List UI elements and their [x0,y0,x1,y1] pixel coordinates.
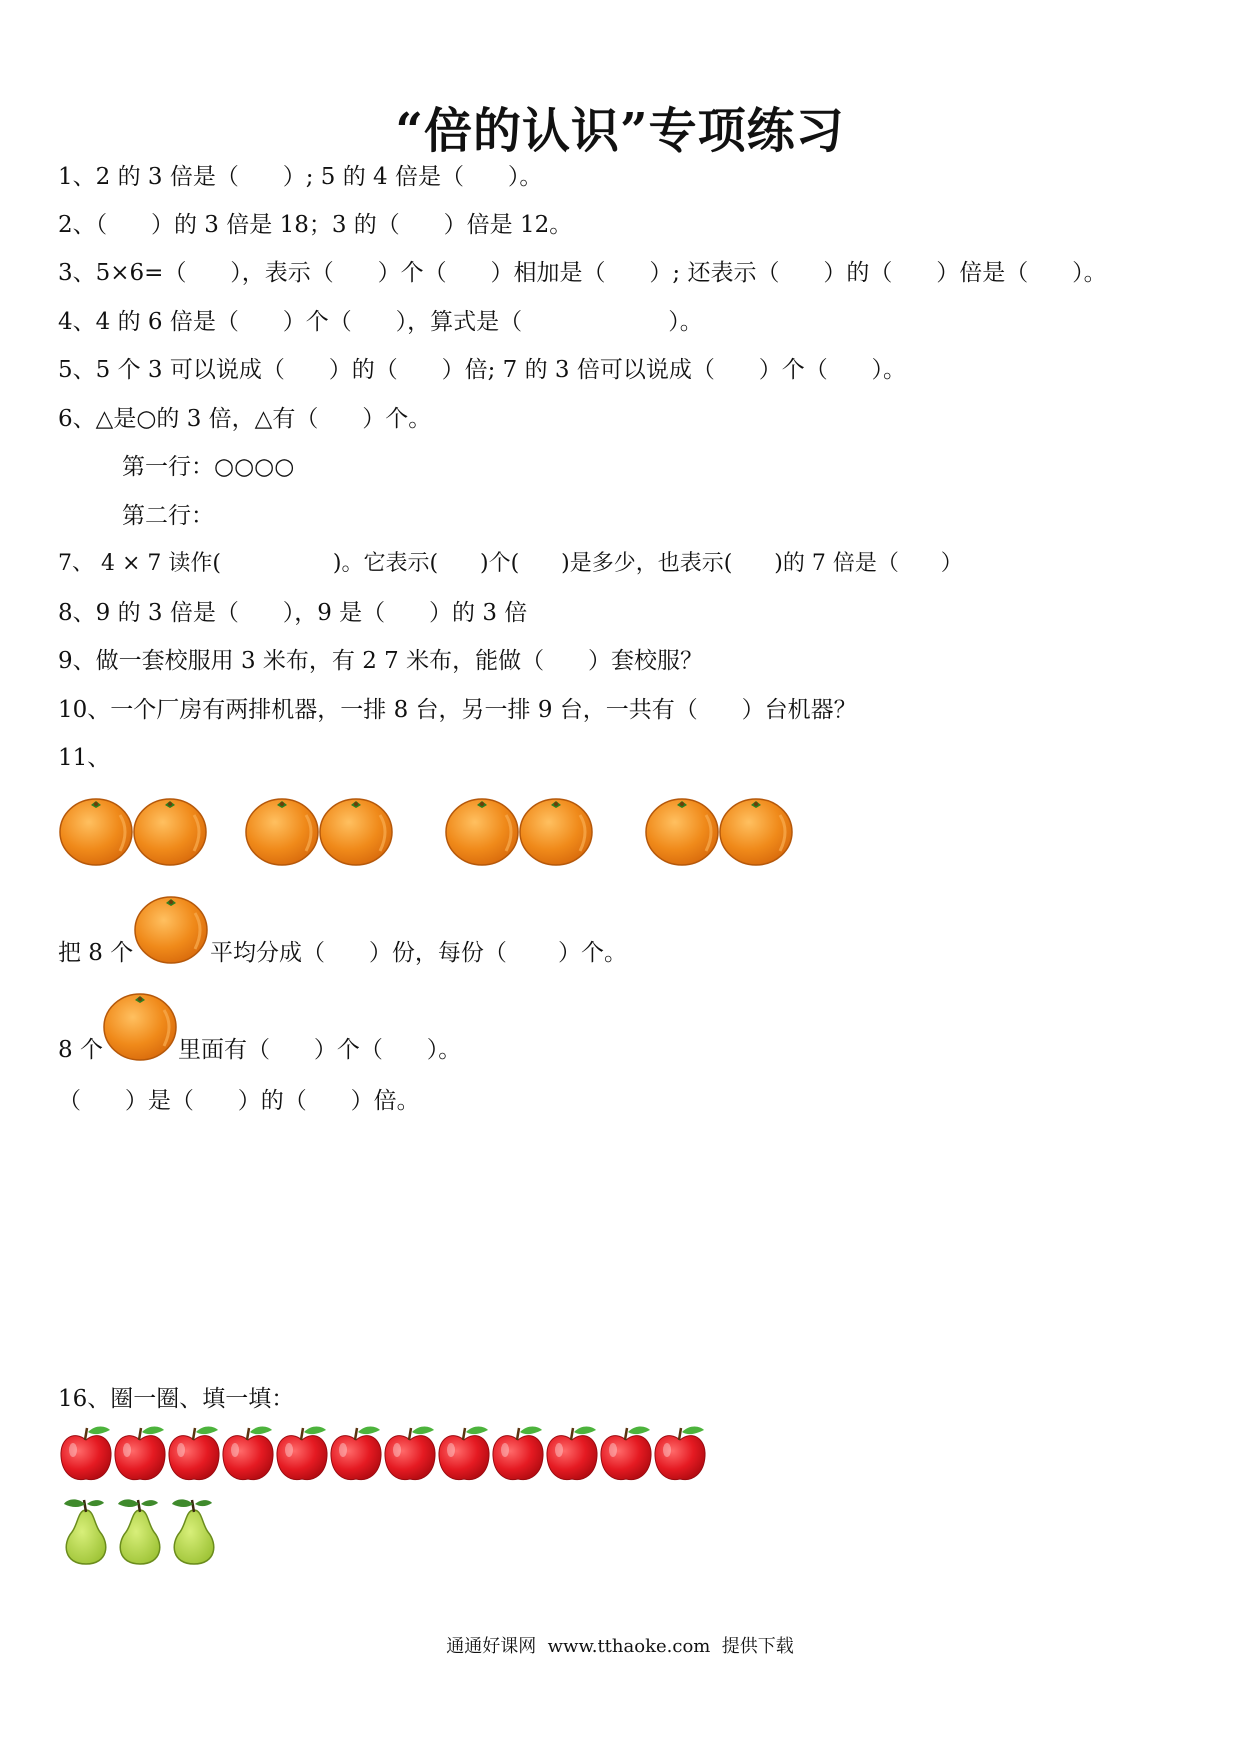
question-11-a-prefix: 把 8 个 [58,940,134,966]
apple-icon [598,1424,654,1484]
apple-icon [58,1424,114,1484]
pear-icon [112,1496,168,1568]
orange-icon [244,795,320,867]
apple-icon [652,1424,708,1484]
question-1: 1、2 的 3 倍是（ ）; 5 的 4 倍是（ ）。 [58,164,543,190]
question-11-b-prefix: 8 个 [58,1037,103,1063]
apple-row [58,1424,718,1484]
page-title: “倍的认识”专项练习 [395,103,845,159]
question-2: 2、（ ）的 3 倍是 18；3 的（ ）倍是 12。 [58,212,573,238]
question-11-c: （ ）是（ ）的（ ）倍。 [58,1088,420,1114]
orange-icon [133,893,209,965]
apple-icon [436,1424,492,1484]
apple-icon [544,1424,600,1484]
apple-icon [328,1424,384,1484]
apple-icon [220,1424,276,1484]
question-10: 10、一个厂房有两排机器，一排 8 台，另一排 9 台，一共有（ ）台机器？ [58,697,857,723]
pear-icon [58,1496,114,1568]
pear-row [58,1496,238,1568]
orange-icon [644,795,720,867]
question-9: 9、做一套校服用 3 米布，有 2 7 米布，能做（ ）套校服？ [58,648,703,674]
apple-icon [274,1424,330,1484]
question-16: 16、圈一圈、填一填： [58,1386,295,1412]
footer-credit: 通通好课网 www.tthaoke.com 提供下载 [446,1636,794,1657]
orange-icon [318,795,394,867]
question-5: 5、5 个 3 可以说成（ ）的（ ）倍; 7 的 3 倍可以说成（ ）个（ ）。 [58,357,907,383]
orange-icon [518,795,594,867]
question-11: 11、 [58,745,111,771]
pear-icon [166,1496,222,1568]
question-11-b-text: 里面有（ ）个（ ）。 [178,1037,462,1063]
question-11-a-text: 平均分成（ ）份，每份（ ）个。 [210,940,628,966]
apple-icon [490,1424,546,1484]
apple-icon [166,1424,222,1484]
apple-icon [112,1424,168,1484]
orange-icon [58,795,134,867]
question-6: 6、△是○的 3 倍，△有（ ）个。 [58,406,432,432]
orange-row [58,795,798,867]
orange-icon [132,795,208,867]
orange-icon [444,795,520,867]
apple-icon [382,1424,438,1484]
orange-icon [718,795,794,867]
question-6-row-2: 第二行： [122,503,214,529]
question-7: 7、 4 × 7 读作( )。它表示( )个( )是多少，也表示( )的 7 倍是（ ） [58,551,963,576]
question-3: 3、5×6=（ ），表示（ ）个（ ）相加是（ ）; 还表示（ ）的（ ）倍是（ ）。 [58,260,1107,286]
question-4: 4、4 的 6 倍是（ ）个（ ），算式是（ ）。 [58,309,703,335]
question-8: 8、9 的 3 倍是（ ），9 是（ ）的 3 倍 [58,600,528,626]
question-6-row-1: 第一行：○○○○ [122,454,295,480]
orange-icon [102,990,178,1062]
